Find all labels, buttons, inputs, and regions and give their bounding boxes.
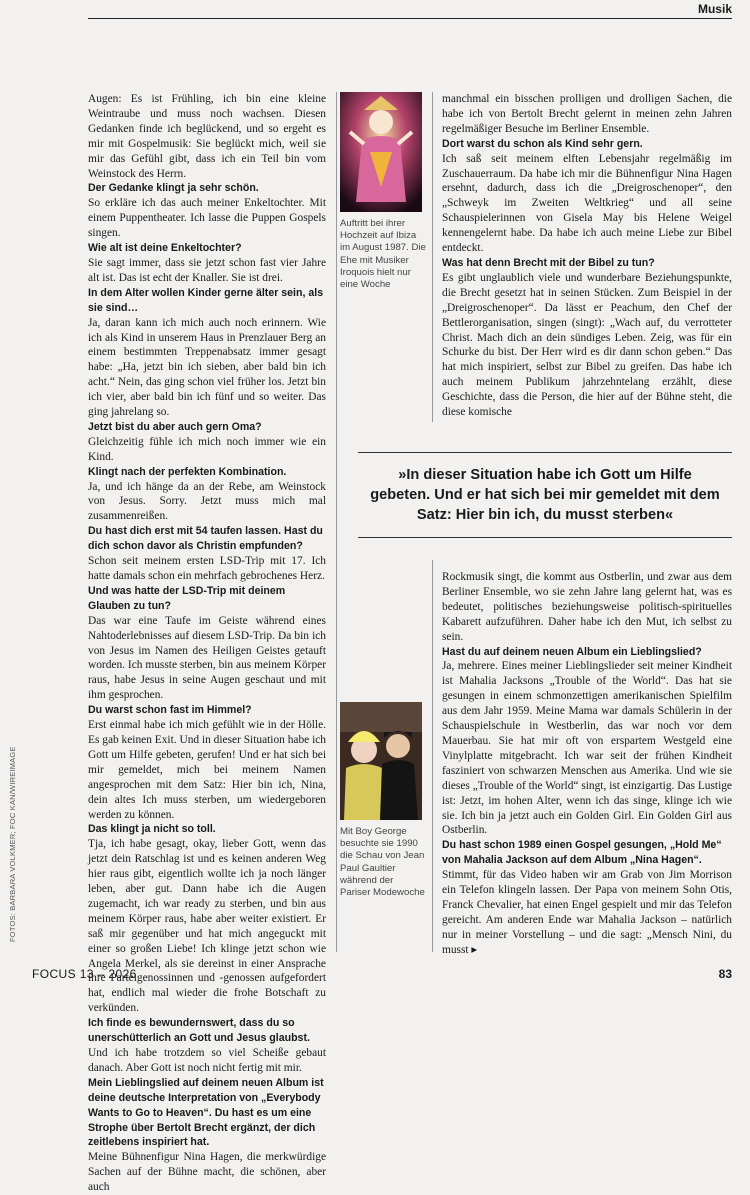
interview-question: In dem Alter wollen Kinder gerne älter sein, als sie sind… bbox=[88, 286, 324, 314]
interview-answer: Ich saß seit meinem elften Lebensjahr regelmäßig im Zuschauerraum. Da habe ich mir die Bühnenfigur Nina Hagen ersehnt, dadurch, dass ich die „Dreigroschenoper“, den „Schweyk im Zweiten Weltkrieg“ und all seine Schauspielerinnen von Gisela May bis Helene Weigel kennengelernt habe. Da habe ich auch meine Liebe zur Bibel entdeckt. bbox=[442, 152, 732, 255]
header-rule bbox=[88, 18, 732, 19]
interview-answer: Ja, daran kann ich mich auch noch erinnern. Wie ich als Kind in unserem Haus in Prenzlauer Berg an einem bestimmten Treppenabsatz immer gesagt habe: „Ha, jetzt bin ich sieben, aber bald bin ich acht.“ Nein, das ging schon viel früher los. Jetzt bin ich vier, aber bald bin ich fünf und so weiter. Das ging jahrelang so. bbox=[88, 316, 326, 419]
article-column-2-upper bbox=[442, 92, 732, 420]
interview-answer: Und ich habe trotzdem so viel Scheiße gebaut danach. Aber Gott ist noch nicht fertig mit mir. bbox=[88, 1047, 326, 1074]
pull-quote-rule bbox=[358, 537, 732, 538]
photo-boy-george-image bbox=[340, 702, 422, 820]
interview-answer: So erkläre ich das auch meiner Enkeltochter. Mit einem Puppentheater. Ich lasse die Puppen Gospels singen. bbox=[88, 197, 326, 240]
interview-answer: Erst einmal habe ich mich gefühlt wie in der Hölle. Es gab keinen Exit. Und in dieser Situation habe ich Gott um Hilfe gebeten, gerufen! Und er hat sich bei mir gemeldet, mich bei meinem Namen angesprochen mit dem Satz: Hier bin ich, Nina, dein altes Ich muss sterben, um wiedergeboren werden zu können. bbox=[88, 719, 326, 821]
article-column-1 bbox=[88, 92, 326, 1195]
section-label: Musik bbox=[690, 2, 732, 16]
interview-question: Du hast schon 1989 einen Gospel gesungen, „Hold Me“ von Mahalia Jackson auf dem Album „Nina Hagen“. bbox=[442, 839, 722, 867]
interview-answer: Tja, ich habe gesagt, okay, lieber Gott, wenn das jetzt dein Ratschlag ist und es keinen anderen Weg hier raus gibt, eigentlich wollte ich ja noch länger leben, aber gut. Dann habe ich die Augen zugemacht, ich war ready zu sterben, und bin aus meinem Körper raus, habe aber weiter existiert. Er saß mir gegenüber und hat mich angeguckt mit einer so großen Liebe! Ich klinge jetzt schon wie Angela Merkel, als sie dereinst in einer Ansprache ihre Parteigenossinnen und -genossen aufgefordert hat, endlich mal wieder die frohe Botschaft zu verkünden. bbox=[88, 838, 326, 1015]
interview-answer: Meine Bühnenfigur Nina Hagen, die merkwürdige Sachen auf der Bühne macht, die schönen, aber auch bbox=[88, 1151, 326, 1194]
column-divider bbox=[432, 560, 433, 952]
interview-question: Was hat denn Brecht mit der Bibel zu tun? bbox=[442, 256, 655, 269]
interview-answer: Ja, und ich hänge da an der Rebe, am Weinstock von Jesus. Sorry. Jetzt muss mich mal zusammenreißen. bbox=[88, 480, 326, 523]
interview-answer: Stimmt, für das Video haben wir am Grab von Jim Morrison ein Telefon klingeln lassen. Der Papa von meinem Sohn Otis, Franck Chevalier, hat einen Engel gespielt und mir das Telefon gereicht. Am anderen Ende war Mahalia Jackson – natürlich nur in meiner Vorstellung – und die sagt: „Mensch Nini, du musst ▸ bbox=[442, 869, 732, 956]
column-divider bbox=[336, 92, 337, 952]
interview-question: Wie alt ist deine Enkeltochter? bbox=[88, 242, 242, 255]
photo-caption: Auftritt bei ihrer Hochzeit auf Ibiza im August 1987. Die Ehe mit Musiker Iroquois hielt nur eine Woche bbox=[340, 218, 426, 291]
pull-quote-rule bbox=[358, 452, 732, 453]
interview-answer: Es gibt unglaublich viele und wunderbare Beziehungspunkte, die Brecht gesetzt hat in seinen Stücken. Zum Beispiel in der „Dreigroschenoper“. Da lässt er Peachum, den Chef der Bettlerorganisation, singen (singt): „Wach auf, du verrotteter Christ. Mach dich an dein sündiges Leben. Zeig, was für ein Schurke du bist. Der Herr wird es dir dann schon geben.“ Das hat mich inspiriert, selbst zur Bibel zu greifen. Das habe ich auch meinem Publikum jahrzehntelang erzählt, diese Geschichte, dass die Person, die hier auf der Bühne steht, die diese komische bbox=[442, 271, 732, 419]
photo-caption: Mit Boy George besuchte sie 1990 die Schau von Jean Paul Gaultier während der Pariser Modewoche bbox=[340, 826, 425, 899]
interview-answer: manchmal ein bisschen prolligen und drolligen Sachen, die habe ich von Bertolt Brecht gelernt in meinen zehn Jahren regelmäßiger Besuche im Berliner Ensemble. bbox=[442, 93, 732, 135]
interview-question: Der Gedanke klingt ja sehr schön. bbox=[88, 182, 259, 195]
interview-answer: Das war eine Taufe im Geiste während eines Nahtoderlebnisses auf diesem LSD-Trip. Da bin ich von Jesus im Namen des Heiligen Geistes getauft worden. Ich musste sterben, bin aus meinem Körper raus, habe Jesus in seine Augen geschaut und mit ihm gesprochen. bbox=[88, 614, 326, 702]
interview-answer: Schon seit meinem ersten LSD-Trip mit 17. Ich hatte damals schon ein mehrfach gebrochenes Herz. bbox=[88, 555, 326, 582]
photo-wedding-image bbox=[340, 92, 422, 212]
interview-answer: Gleichzeitig fühle ich mich noch immer wie ein Kind. bbox=[88, 435, 326, 463]
photo-wedding bbox=[340, 92, 422, 212]
interview-question: Jetzt bist du aber auch gern Oma? bbox=[88, 420, 262, 433]
interview-answer: Sie sagt immer, dass sie jetzt schon fast vier Jahre alt ist. Das ist echt der Knaller. Sie ist drei. bbox=[88, 256, 326, 284]
page-number: 83 bbox=[718, 967, 732, 981]
footer-magazine: FOCUS 13 – 2026 bbox=[32, 967, 137, 981]
interview-question: Das klingt ja nicht so toll. bbox=[88, 823, 216, 836]
interview-answer: Augen: Es ist Frühling, ich bin eine kleine Weintraube und muss noch wachsen. Diesen Gedanken finde ich beglückend, und so ergeht es mir mit Gospelmusik: Sie beglückt mich, weil sie mir das Gefühl gibt, dass ich ein Teil bin vom Weinstock des Herrn. bbox=[88, 93, 326, 180]
photo-credit: FOTOS: BARBARA VOLKMER; FOC KAN/WIREIMAGE bbox=[8, 746, 17, 942]
pull-quote-text: »In dieser Situation habe ich Gott um Hilfe gebeten. Und er hat sich bei mir gemeldet mit dem Satz: Hier bin ich, du musst sterben« bbox=[370, 467, 720, 523]
pull-quote bbox=[358, 452, 732, 538]
interview-question: Du hast dich erst mit 54 taufen lassen. Hast du dich schon davor als Christin empfunden? bbox=[88, 525, 323, 553]
interview-question: Du warst schon fast im Himmel? bbox=[88, 704, 252, 717]
interview-question: Klingt nach der perfekten Kombination. bbox=[88, 465, 287, 478]
interview-question: Dort warst du schon als Kind sehr gern. bbox=[442, 137, 643, 150]
interview-question: Mein Lieblingslied auf deinem neuen Album ist deine deutsche Interpretation von „Everybody Wants to Go to Heaven“. Du hast es um eine Strophe über Bertolt Brecht ergänzt, der dich zeitlebens inspiriert hat. bbox=[88, 1076, 324, 1149]
article-column-2-lower bbox=[442, 570, 732, 958]
column-divider bbox=[432, 92, 433, 422]
interview-question: Hast du auf deinem neuen Album ein Lieblingslied? bbox=[442, 645, 702, 658]
interview-answer: Ja, mehrere. Eines meiner Lieblingslieder seit meiner Kindheit ist Mahalia Jacksons „Trouble of the World“. Das hat sie gesungen in einem schmonzettigen amerikanischen Spielfilm aus dem Jahr 1959. Meine Mama war damals Schülerin in der Schauspielschule in Westberlin, das war noch vor dem Mauerbau. Sie hat mir oft von erspartem Westgeld eine Vinylplatte mitgebracht. Ich war seit der frühen Kindheit fasziniert von schwarzen Menschen aus Amerika. Und wie sie dieses „Trouble of the World“ singt, ist einzigartig. Das Lustige ist: Jetzt, im hohen Alter, wenn ich das singe, klinge ich wie sie. Ich bin ja jetzt auch ein Golden Girl. Ein Golden Girl aus Ostberlin. bbox=[442, 660, 732, 837]
interview-question: Und was hatte der LSD-Trip mit deinem Glauben zu tun? bbox=[88, 584, 286, 612]
photo-boy-george bbox=[340, 702, 422, 820]
interview-question: Ich finde es bewundernswert, dass du so unerschütterlich an Gott und Jesus glaubst. bbox=[88, 1017, 310, 1045]
interview-answer: Rockmusik singt, die kommt aus Ostberlin, und zwar aus dem Berliner Ensemble, wo sie zehn Jahre lang gelernt hat, was es bedeutet, politisches beziehungsweise politisch-spirituelles Kabarett aufzuführen. Daher habe ich den Mut, ich selbst zu sein. bbox=[442, 571, 732, 643]
